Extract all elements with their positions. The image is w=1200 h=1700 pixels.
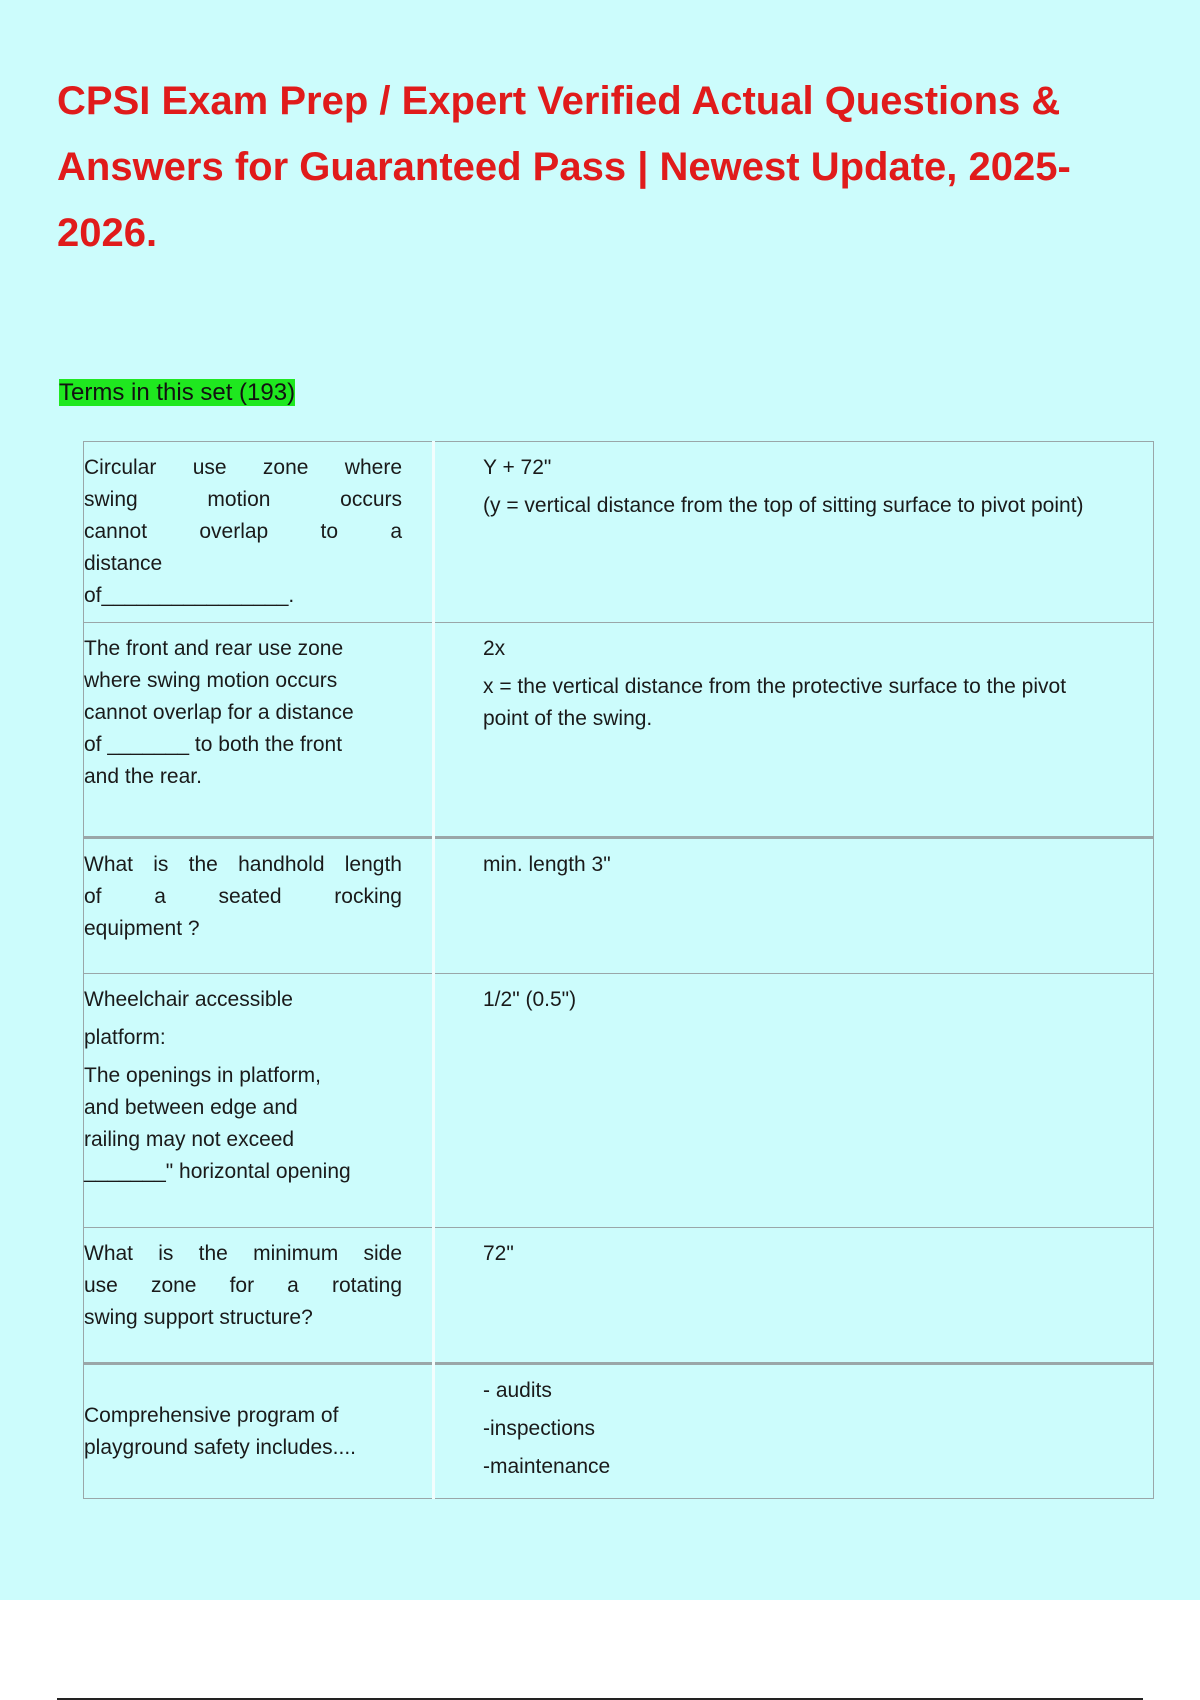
term-line: Circular use zone where: [84, 456, 402, 479]
term-cell: [84, 974, 434, 1228]
flashcard-row: [84, 974, 1154, 1228]
term-line: distance: [84, 552, 163, 575]
terms-count-highlight: Terms in this set (193): [59, 379, 296, 406]
definition-line: -inspections: [483, 1417, 596, 1440]
term-line: cannot overlap to a: [84, 520, 402, 543]
term-cell: [84, 1228, 434, 1364]
term-line: What is the minimum side: [84, 1242, 402, 1265]
definition-cell: [434, 838, 1154, 974]
term-line: equipment ?: [84, 917, 200, 940]
term-cell: [84, 838, 434, 974]
flashcard-row: [84, 623, 1154, 838]
definition-line: Y + 72": [483, 456, 552, 479]
definition-cell: [434, 442, 1154, 623]
term-line: of________________.: [84, 584, 295, 607]
term-line: use zone for a rotating: [84, 1274, 402, 1297]
flashcard-row: [84, 838, 1154, 974]
term-cell: [84, 442, 434, 623]
term-line: The openings in platform,: [84, 1064, 321, 1087]
definition-cell: [434, 974, 1154, 1228]
definition-line: min. length 3": [483, 853, 611, 876]
terms-count-label: [58, 374, 296, 412]
flashcard-row: [84, 1364, 1154, 1499]
flashcard-row: [84, 442, 1154, 623]
term-line: What is the handhold length: [84, 853, 402, 876]
term-line: of a seated rocking: [84, 885, 402, 908]
term-line: and between edge and: [84, 1096, 298, 1119]
definition-line: 2x: [483, 637, 506, 660]
term-line: where swing motion occurs: [84, 669, 338, 692]
term-line: playground safety includes....: [84, 1435, 356, 1459]
definition-cell: [434, 1228, 1154, 1364]
flashcard-row: [84, 1228, 1154, 1364]
definition-line: -maintenance: [483, 1455, 611, 1478]
definition-line: 1/2" (0.5"): [483, 988, 577, 1011]
definition-line: (y = vertical distance from the top of sitting surface to pivot point): [483, 494, 1084, 517]
term-line: platform:: [84, 1026, 166, 1049]
term-line: cannot overlap for a distance: [84, 701, 354, 724]
definition-line: - audits: [483, 1379, 552, 1402]
flashcard-table: [83, 441, 1154, 1499]
term-line: Wheelchair accessible: [84, 988, 293, 1011]
term-line: _______" horizontal opening: [84, 1160, 351, 1183]
definition-line: 72": [483, 1242, 514, 1265]
definition-cell: [434, 1364, 1154, 1499]
term-line: railing may not exceed: [84, 1128, 295, 1151]
document-title: CPSI Exam Prep / Expert Verified Actual Questions & Answers for Guaranteed Pass | Newest Update, 2025-2026.: [57, 79, 1071, 255]
term-cell: [84, 623, 434, 838]
definition-line: x = the vertical distance from the protective surface to the pivot point of the swing.: [483, 675, 1067, 730]
term-line: and the rear.: [84, 765, 202, 788]
term-line: swing support structure?: [84, 1306, 313, 1329]
term-cell: [84, 1364, 434, 1499]
term-line: Comprehensive program of: [84, 1403, 339, 1427]
term-line: of _______ to both the front: [84, 733, 343, 756]
term-line: swing motion occurs: [84, 488, 402, 511]
definition-cell: [434, 623, 1154, 838]
term-line: The front and rear use zone: [84, 637, 344, 660]
